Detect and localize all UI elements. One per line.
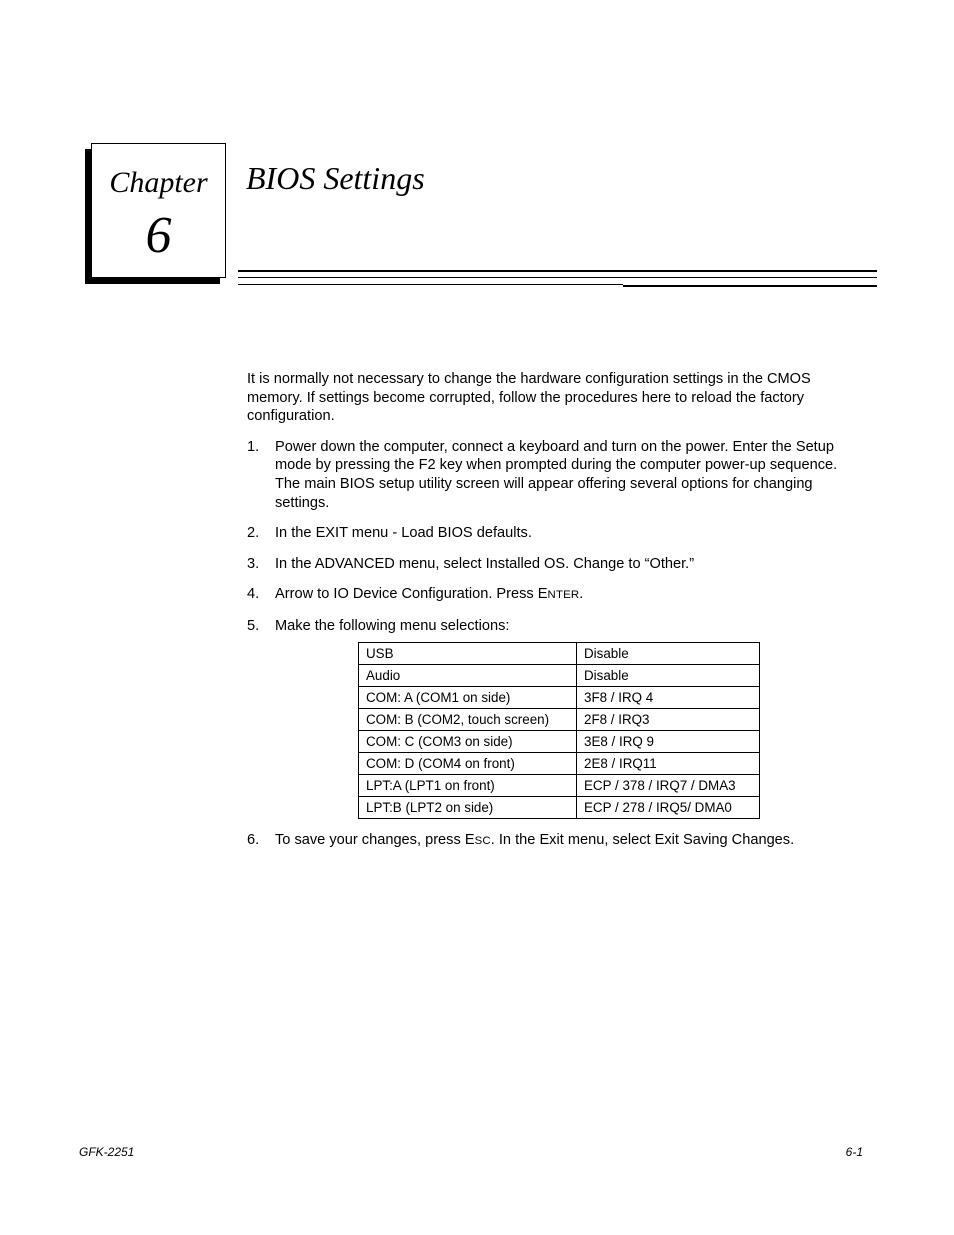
table-row	[359, 774, 760, 796]
table-cell: ECP / 378 / IRQ7 / DMA3	[577, 774, 760, 796]
table-cell: LPT:B (LPT2 on side)	[359, 796, 577, 818]
step-text: Power down the computer, connect a keyboard and turn on the power. Enter the Setup mode by pressing the F2 key when prompted during the computer power-up sequence. The main BIOS setup utility screen will appear offering several options for changing settings.	[275, 438, 838, 511]
table-cell: COM: B (COM2, touch screen)	[359, 708, 577, 730]
table-cell: Disable	[577, 664, 760, 686]
table-row	[359, 642, 760, 664]
table-cell: 2E8 / IRQ11	[577, 752, 760, 774]
step-number: 2.	[247, 525, 260, 542]
page-content	[247, 370, 863, 862]
step-text-before: To save your changes, press E	[275, 831, 475, 848]
table-cell: COM: A (COM1 on side)	[359, 686, 577, 708]
step-text	[275, 832, 794, 848]
table-cell: 3E8 / IRQ 9	[577, 730, 760, 752]
table-cell: LPT:A (LPT1 on front)	[359, 774, 577, 796]
table-row	[359, 664, 760, 686]
key-name: NTER	[547, 589, 580, 602]
step-text-before: Arrow to IO Device Configuration. Press E	[275, 586, 548, 603]
step-text-after: .	[579, 586, 584, 603]
step-number: 1.	[247, 438, 260, 455]
table-cell: USB	[359, 642, 577, 664]
step-item	[247, 555, 863, 574]
step-item	[247, 438, 863, 512]
step-item	[247, 617, 863, 636]
title-rule	[238, 284, 623, 285]
table-cell: Disable	[577, 642, 760, 664]
table-row	[359, 752, 760, 774]
table-row	[359, 796, 760, 818]
footer-doc-number: GFK-2251	[79, 1145, 135, 1159]
step-text: In the EXIT menu - Load BIOS defaults.	[275, 525, 532, 542]
table-cell: Audio	[359, 664, 577, 686]
step-item	[247, 831, 863, 851]
chapter-box	[85, 143, 226, 284]
step-number: 3.	[247, 555, 260, 572]
table-cell: COM: C (COM3 on side)	[359, 730, 577, 752]
chapter-number: 6	[145, 207, 172, 264]
step-text-after: . In the Exit menu, select Exit Saving Changes.	[490, 831, 795, 848]
chapter-title: BIOS Settings	[246, 160, 425, 196]
footer-page-number: 6-1	[845, 1145, 863, 1159]
table-cell: ECP / 278 / IRQ5/ DMA0	[577, 796, 760, 818]
step-number: 6.	[247, 831, 260, 848]
step-number: 4.	[247, 586, 260, 603]
intro-paragraph: It is normally not necessary to change the hardware configuration settings in the CMOS memory. If settings become corrupted, follow the procedures here to reload the factory configuration.	[247, 371, 811, 425]
table-row	[359, 708, 760, 730]
step-text	[275, 586, 583, 602]
title-rule	[238, 277, 877, 278]
menu-selections-table	[358, 642, 760, 819]
key-name: SC	[474, 834, 491, 847]
chapter-box-face	[91, 143, 226, 278]
table-cell: COM: D (COM4 on front)	[359, 752, 577, 774]
step-number: 5.	[247, 617, 260, 634]
chapter-label: Chapter	[109, 166, 208, 199]
step-text: In the ADVANCED menu, select Installed OS. Change to “Other.”	[275, 555, 695, 572]
title-rule	[238, 270, 877, 272]
table-row	[359, 730, 760, 752]
table-cell: 3F8 / IRQ 4	[577, 686, 760, 708]
step-text: Make the following menu selections:	[275, 617, 510, 634]
table-cell: 2F8 / IRQ3	[577, 708, 760, 730]
step-item	[247, 524, 863, 543]
step-item	[247, 585, 863, 605]
table-row	[359, 686, 760, 708]
title-rule	[623, 285, 877, 287]
